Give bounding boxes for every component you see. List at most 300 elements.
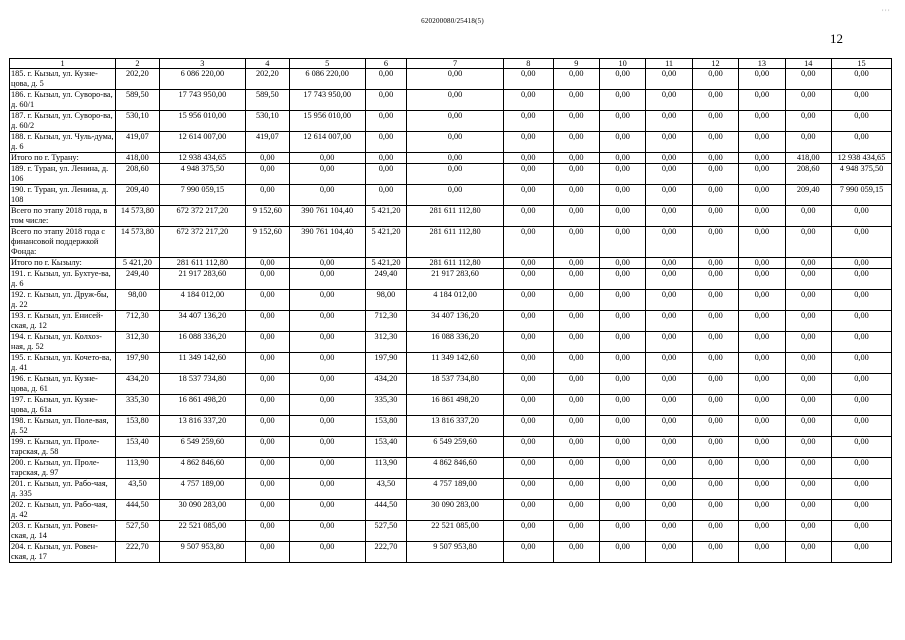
value-cell: 0,00 (785, 311, 831, 332)
value-cell: 589,50 (116, 90, 159, 111)
value-cell: 0,00 (246, 153, 289, 164)
value-cell: 30 090 283,00 (407, 500, 504, 521)
value-cell: 0,00 (599, 542, 645, 563)
value-cell: 0,00 (646, 500, 692, 521)
value-cell: 0,00 (739, 90, 785, 111)
value-cell: 0,00 (599, 69, 645, 90)
row-name-cell: 198. г. Кызыл, ул. Поле-вая, д. 52 (10, 416, 116, 437)
row-name-cell: 186. г. Кызыл, ул. Суворо-ва, д. 60/1 (10, 90, 116, 111)
table-row (10, 153, 892, 164)
table-row (10, 164, 892, 185)
value-cell: 0,00 (739, 111, 785, 132)
value-cell: 0,00 (832, 521, 892, 542)
value-cell: 712,30 (365, 311, 406, 332)
value-cell: 0,00 (407, 69, 504, 90)
value-cell: 0,00 (553, 458, 599, 479)
value-cell: 672 372 217,20 (159, 206, 246, 227)
value-cell: 0,00 (646, 395, 692, 416)
value-cell: 0,00 (832, 227, 892, 258)
value-cell: 0,00 (289, 332, 365, 353)
value-cell: 0,00 (646, 542, 692, 563)
row-name-cell: 201. г. Кызыл, ул. Рабо-чая, д. 335 (10, 479, 116, 500)
value-cell: 0,00 (289, 258, 365, 269)
value-cell: 0,00 (646, 458, 692, 479)
value-cell: 530,10 (116, 111, 159, 132)
value-cell: 0,00 (692, 227, 738, 258)
value-cell: 16 088 336,20 (407, 332, 504, 353)
value-cell: 0,00 (785, 437, 831, 458)
value-cell: 18 537 734,80 (159, 374, 246, 395)
value-cell: 4 757 189,00 (407, 479, 504, 500)
value-cell: 0,00 (407, 132, 504, 153)
value-cell: 0,00 (832, 111, 892, 132)
value-cell: 9 152,60 (246, 206, 289, 227)
value-cell: 5 421,20 (116, 258, 159, 269)
value-cell: 0,00 (739, 542, 785, 563)
table-row (10, 416, 892, 437)
column-number-12: 12 (692, 59, 738, 69)
row-name-cell: 195. г. Кызыл, ул. Кочето-ва, д. 41 (10, 353, 116, 374)
value-cell: 0,00 (692, 69, 738, 90)
value-cell: 0,00 (246, 290, 289, 311)
value-cell: 17 743 950,00 (289, 90, 365, 111)
value-cell: 0,00 (246, 521, 289, 542)
value-cell: 0,00 (832, 458, 892, 479)
value-cell: 0,00 (692, 258, 738, 269)
table-row (10, 332, 892, 353)
table-row (10, 290, 892, 311)
value-cell: 0,00 (692, 132, 738, 153)
value-cell: 0,00 (599, 479, 645, 500)
value-cell: 0,00 (692, 437, 738, 458)
value-cell: 7 990 059,15 (159, 185, 246, 206)
row-name-cell: Всего по этапу 2018 года, в том числе: (10, 206, 116, 227)
value-cell: 0,00 (553, 269, 599, 290)
table-row (10, 479, 892, 500)
value-cell: 0,00 (646, 374, 692, 395)
value-cell: 335,30 (116, 395, 159, 416)
value-cell: 0,00 (785, 479, 831, 500)
value-cell: 0,00 (646, 353, 692, 374)
value-cell: 0,00 (692, 395, 738, 416)
value-cell: 0,00 (832, 311, 892, 332)
value-cell: 0,00 (553, 153, 599, 164)
value-cell: 0,00 (289, 353, 365, 374)
value-cell: 0,00 (289, 416, 365, 437)
value-cell: 0,00 (599, 185, 645, 206)
value-cell: 0,00 (692, 542, 738, 563)
value-cell: 0,00 (289, 269, 365, 290)
column-number-13: 13 (739, 59, 785, 69)
value-cell: 0,00 (785, 90, 831, 111)
value-cell: 0,00 (246, 395, 289, 416)
value-cell: 0,00 (739, 132, 785, 153)
value-cell: 527,50 (365, 521, 406, 542)
row-name-cell: Всего по этапу 2018 года с финансовой поддержкой Фонда: (10, 227, 116, 258)
value-cell: 0,00 (785, 500, 831, 521)
row-name-cell: 203. г. Кызыл, ул. Ровен-ская, д. 14 (10, 521, 116, 542)
value-cell: 4 184 012,00 (159, 290, 246, 311)
value-cell: 0,00 (289, 395, 365, 416)
value-cell: 0,00 (832, 132, 892, 153)
value-cell: 0,00 (739, 416, 785, 437)
value-cell: 0,00 (407, 90, 504, 111)
value-cell: 0,00 (646, 437, 692, 458)
value-cell: 4 862 846,60 (407, 458, 504, 479)
row-name-cell: 188. г. Кызыл, ул. Чуль-дума, д. 6 (10, 132, 116, 153)
value-cell: 418,00 (785, 153, 831, 164)
value-cell: 202,20 (116, 69, 159, 90)
value-cell: 0,00 (553, 132, 599, 153)
row-name-cell: 191. г. Кызыл, ул. Бухтуе-ва, д. 6 (10, 269, 116, 290)
value-cell: 0,00 (832, 90, 892, 111)
value-cell: 0,00 (407, 185, 504, 206)
value-cell: 0,00 (365, 69, 406, 90)
value-cell: 0,00 (739, 500, 785, 521)
column-number-2: 2 (116, 59, 159, 69)
value-cell: 0,00 (646, 479, 692, 500)
value-cell: 0,00 (553, 290, 599, 311)
table-row (10, 227, 892, 258)
value-cell: 0,00 (365, 90, 406, 111)
column-number-5: 5 (289, 59, 365, 69)
value-cell: 312,30 (116, 332, 159, 353)
value-cell: 6 549 259,60 (407, 437, 504, 458)
row-name-cell: 196. г. Кызыл, ул. Кузне-цова, д. 61 (10, 374, 116, 395)
value-cell: 0,00 (646, 269, 692, 290)
value-cell: 0,00 (289, 164, 365, 185)
value-cell: 0,00 (553, 111, 599, 132)
value-cell: 281 611 112,80 (407, 227, 504, 258)
value-cell: 0,00 (553, 164, 599, 185)
value-cell: 5 421,20 (365, 258, 406, 269)
value-cell: 0,00 (832, 479, 892, 500)
value-cell: 4 948 375,50 (159, 164, 246, 185)
value-cell: 5 421,20 (365, 206, 406, 227)
value-cell: 444,50 (365, 500, 406, 521)
value-cell: 0,00 (246, 500, 289, 521)
column-number-3: 3 (159, 59, 246, 69)
table-row (10, 111, 892, 132)
value-cell: 4 862 846,60 (159, 458, 246, 479)
value-cell: 5 421,20 (365, 227, 406, 258)
value-cell: 0,00 (504, 206, 554, 227)
value-cell: 0,00 (646, 258, 692, 269)
value-cell: 0,00 (504, 153, 554, 164)
value-cell: 12 614 007,00 (289, 132, 365, 153)
value-cell: 30 090 283,00 (159, 500, 246, 521)
value-cell: 0,00 (832, 258, 892, 269)
value-cell: 0,00 (553, 185, 599, 206)
value-cell: 34 407 136,20 (159, 311, 246, 332)
value-cell: 43,50 (365, 479, 406, 500)
value-cell: 0,00 (785, 206, 831, 227)
value-cell: 0,00 (365, 111, 406, 132)
value-cell: 0,00 (289, 185, 365, 206)
value-cell: 0,00 (692, 290, 738, 311)
value-cell: 0,00 (785, 395, 831, 416)
value-cell: 0,00 (553, 69, 599, 90)
value-cell: 0,00 (504, 258, 554, 269)
row-name-cell: 193. г. Кызыл, ул. Енисей-ская, д. 12 (10, 311, 116, 332)
value-cell: 0,00 (553, 479, 599, 500)
value-cell: 11 349 142,60 (407, 353, 504, 374)
corner-mark: , , , (882, 6, 890, 12)
value-cell: 0,00 (504, 111, 554, 132)
value-cell: 0,00 (599, 521, 645, 542)
value-cell: 0,00 (553, 542, 599, 563)
value-cell: 0,00 (832, 395, 892, 416)
value-cell: 0,00 (785, 258, 831, 269)
value-cell: 281 611 112,80 (407, 258, 504, 269)
value-cell: 208,60 (785, 164, 831, 185)
value-cell: 444,50 (116, 500, 159, 521)
value-cell: 0,00 (785, 290, 831, 311)
value-cell: 419,07 (246, 132, 289, 153)
value-cell: 0,00 (407, 111, 504, 132)
value-cell: 4 184 012,00 (407, 290, 504, 311)
value-cell: 0,00 (739, 258, 785, 269)
row-name-cell: Итого по г. Турану: (10, 153, 116, 164)
value-cell: 0,00 (246, 437, 289, 458)
table-row (10, 206, 892, 227)
value-cell: 0,00 (599, 206, 645, 227)
value-cell: 0,00 (692, 206, 738, 227)
value-cell: 113,90 (116, 458, 159, 479)
value-cell: 0,00 (599, 227, 645, 258)
value-cell: 0,00 (832, 206, 892, 227)
value-cell: 14 573,80 (116, 206, 159, 227)
table-row (10, 458, 892, 479)
value-cell: 672 372 217,20 (159, 227, 246, 258)
table-row (10, 258, 892, 269)
value-cell: 0,00 (692, 111, 738, 132)
value-cell: 0,00 (739, 437, 785, 458)
value-cell: 589,50 (246, 90, 289, 111)
value-cell: 0,00 (692, 500, 738, 521)
value-cell: 0,00 (739, 227, 785, 258)
value-cell: 98,00 (116, 290, 159, 311)
value-cell: 0,00 (246, 311, 289, 332)
value-cell: 0,00 (599, 311, 645, 332)
column-number-11: 11 (646, 59, 692, 69)
value-cell: 0,00 (246, 269, 289, 290)
value-cell: 0,00 (553, 500, 599, 521)
value-cell: 6 086 220,00 (289, 69, 365, 90)
value-cell: 0,00 (504, 332, 554, 353)
value-cell: 0,00 (599, 332, 645, 353)
value-cell: 9 507 953,80 (407, 542, 504, 563)
value-cell: 0,00 (739, 374, 785, 395)
value-cell: 0,00 (289, 437, 365, 458)
value-cell: 0,00 (553, 395, 599, 416)
value-cell: 9 507 953,80 (159, 542, 246, 563)
value-cell: 0,00 (739, 521, 785, 542)
value-cell: 0,00 (785, 332, 831, 353)
value-cell: 0,00 (553, 206, 599, 227)
value-cell: 0,00 (504, 69, 554, 90)
value-cell: 0,00 (553, 374, 599, 395)
value-cell: 0,00 (646, 290, 692, 311)
value-cell: 0,00 (504, 290, 554, 311)
column-number-row (10, 59, 892, 69)
value-cell: 0,00 (785, 542, 831, 563)
value-cell: 0,00 (646, 90, 692, 111)
value-cell: 0,00 (599, 164, 645, 185)
value-cell: 0,00 (785, 269, 831, 290)
value-cell: 0,00 (553, 416, 599, 437)
value-cell: 0,00 (692, 90, 738, 111)
value-cell: 0,00 (407, 153, 504, 164)
value-cell: 0,00 (504, 416, 554, 437)
value-cell: 0,00 (739, 479, 785, 500)
value-cell: 0,00 (646, 416, 692, 437)
value-cell: 0,00 (246, 479, 289, 500)
value-cell: 434,20 (116, 374, 159, 395)
value-cell: 153,80 (365, 416, 406, 437)
value-cell: 153,40 (116, 437, 159, 458)
value-cell: 0,00 (246, 542, 289, 563)
value-cell: 4 757 189,00 (159, 479, 246, 500)
row-name-cell: 185. г. Кызыл, ул. Кузне-цова, д. 5 (10, 69, 116, 90)
value-cell: 0,00 (599, 416, 645, 437)
value-cell: 0,00 (504, 479, 554, 500)
value-cell: 0,00 (692, 374, 738, 395)
value-cell: 0,00 (504, 132, 554, 153)
value-cell: 15 956 010,00 (289, 111, 365, 132)
value-cell: 0,00 (553, 90, 599, 111)
value-cell: 22 521 085,00 (159, 521, 246, 542)
row-name-cell: 200. г. Кызыл, ул. Проле-тарская, д. 97 (10, 458, 116, 479)
value-cell: 0,00 (289, 479, 365, 500)
value-cell: 13 816 337,20 (407, 416, 504, 437)
value-cell: 0,00 (289, 542, 365, 563)
value-cell: 0,00 (289, 153, 365, 164)
value-cell: 0,00 (504, 185, 554, 206)
value-cell: 0,00 (785, 353, 831, 374)
value-cell: 0,00 (599, 437, 645, 458)
value-cell: 0,00 (504, 374, 554, 395)
table-row (10, 521, 892, 542)
value-cell: 249,40 (116, 269, 159, 290)
value-cell: 0,00 (832, 332, 892, 353)
value-cell: 0,00 (692, 153, 738, 164)
table-row (10, 132, 892, 153)
row-name-cell: 192. г. Кызыл, ул. Друж-бы, д. 22 (10, 290, 116, 311)
value-cell: 0,00 (785, 69, 831, 90)
value-cell: 0,00 (599, 353, 645, 374)
value-cell: 13 816 337,20 (159, 416, 246, 437)
value-cell: 0,00 (785, 521, 831, 542)
value-cell: 0,00 (289, 311, 365, 332)
value-cell: 7 990 059,15 (832, 185, 892, 206)
value-cell: 153,40 (365, 437, 406, 458)
value-cell: 0,00 (739, 206, 785, 227)
row-name-cell: Итого по г. Кызылу: (10, 258, 116, 269)
row-name-cell: 194. г. Кызыл, ул. Колхоз-ная, д. 52 (10, 332, 116, 353)
value-cell: 0,00 (646, 332, 692, 353)
value-cell: 0,00 (289, 521, 365, 542)
value-cell: 0,00 (646, 69, 692, 90)
value-cell: 0,00 (646, 132, 692, 153)
value-cell: 0,00 (739, 311, 785, 332)
value-cell: 0,00 (739, 458, 785, 479)
value-cell: 0,00 (739, 153, 785, 164)
value-cell: 418,00 (116, 153, 159, 164)
value-cell: 9 152,60 (246, 227, 289, 258)
value-cell: 0,00 (289, 500, 365, 521)
value-cell: 712,30 (116, 311, 159, 332)
value-cell: 0,00 (246, 332, 289, 353)
value-cell: 222,70 (365, 542, 406, 563)
value-cell: 197,90 (116, 353, 159, 374)
table-row (10, 395, 892, 416)
value-cell: 6 549 259,60 (159, 437, 246, 458)
table-row (10, 353, 892, 374)
value-cell: 0,00 (692, 458, 738, 479)
value-cell: 0,00 (739, 69, 785, 90)
value-cell: 0,00 (832, 269, 892, 290)
column-number-14: 14 (785, 59, 831, 69)
value-cell: 0,00 (407, 164, 504, 185)
value-cell: 0,00 (692, 164, 738, 185)
value-cell: 0,00 (692, 479, 738, 500)
value-cell: 0,00 (504, 164, 554, 185)
value-cell: 12 938 434,65 (832, 153, 892, 164)
value-cell: 0,00 (832, 374, 892, 395)
value-cell: 0,00 (504, 353, 554, 374)
value-cell: 0,00 (365, 164, 406, 185)
table-row (10, 500, 892, 521)
value-cell: 419,07 (116, 132, 159, 153)
value-cell: 0,00 (289, 374, 365, 395)
value-cell: 0,00 (289, 290, 365, 311)
value-cell: 0,00 (246, 458, 289, 479)
value-cell: 0,00 (832, 69, 892, 90)
value-cell: 0,00 (246, 258, 289, 269)
value-cell: 530,10 (246, 111, 289, 132)
value-cell: 0,00 (739, 332, 785, 353)
value-cell: 0,00 (646, 111, 692, 132)
value-cell: 0,00 (785, 227, 831, 258)
value-cell: 390 761 104,40 (289, 206, 365, 227)
value-cell: 0,00 (646, 227, 692, 258)
value-cell: 0,00 (553, 332, 599, 353)
row-name-cell: 190. г. Туран, ул. Ленина, д. 108 (10, 185, 116, 206)
column-number-8: 8 (504, 59, 554, 69)
value-cell: 0,00 (739, 395, 785, 416)
value-cell: 0,00 (785, 111, 831, 132)
table-row (10, 311, 892, 332)
value-cell: 0,00 (646, 185, 692, 206)
value-cell: 0,00 (599, 153, 645, 164)
value-cell: 0,00 (785, 458, 831, 479)
page-number: 12 (830, 31, 843, 46)
value-cell: 34 407 136,20 (407, 311, 504, 332)
value-cell: 197,90 (365, 353, 406, 374)
value-cell: 0,00 (365, 153, 406, 164)
value-cell: 0,00 (599, 269, 645, 290)
value-cell: 43,50 (116, 479, 159, 500)
table-row (10, 374, 892, 395)
value-cell: 434,20 (365, 374, 406, 395)
row-name-cell: 189. г. Туран, ул. Ленина, д. 106 (10, 164, 116, 185)
value-cell: 0,00 (739, 164, 785, 185)
value-cell: 16 861 498,20 (159, 395, 246, 416)
value-cell: 0,00 (246, 185, 289, 206)
value-cell: 0,00 (739, 185, 785, 206)
value-cell: 209,40 (116, 185, 159, 206)
